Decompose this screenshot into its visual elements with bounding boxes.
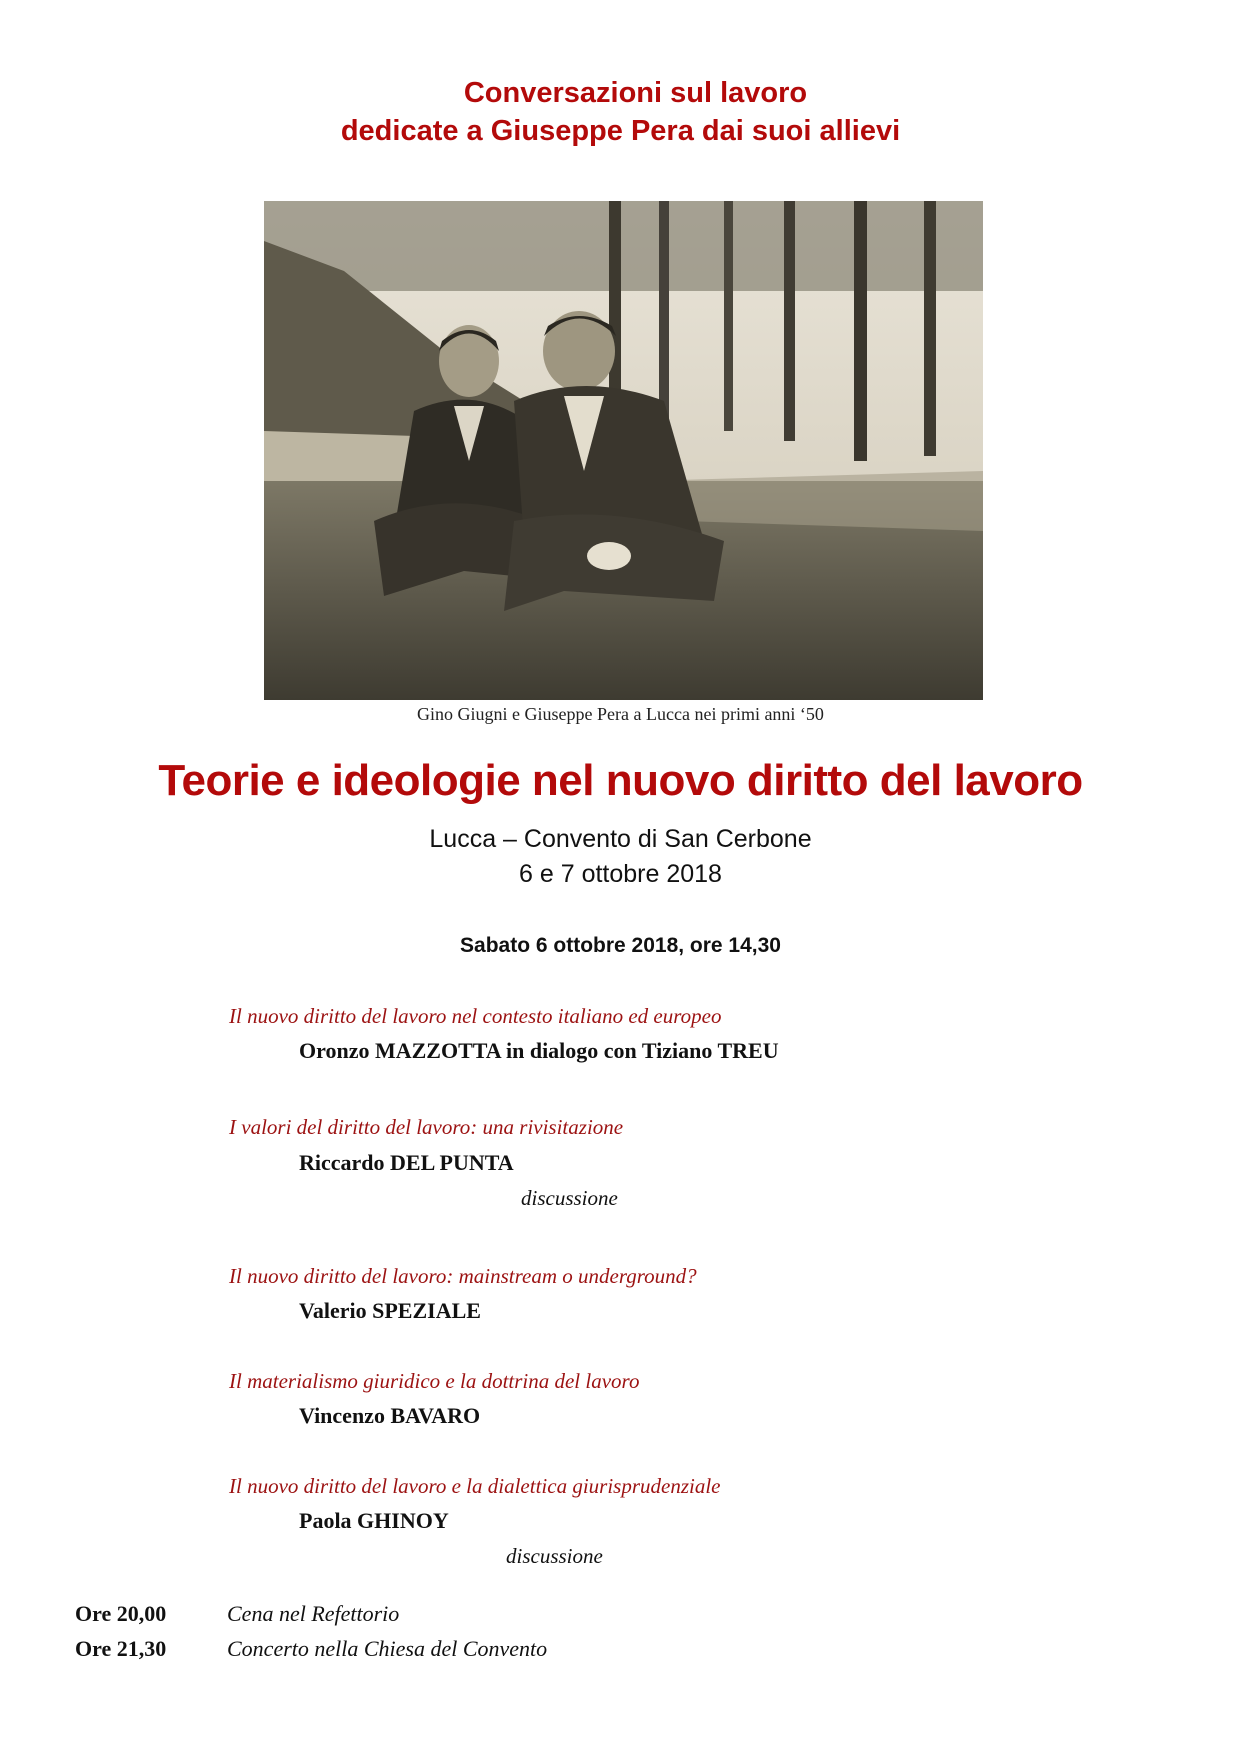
evening-activity: Cena nel Refettorio [227, 1601, 400, 1626]
talk-title: I valori del diritto del lavoro: una rivisitazione [229, 1115, 624, 1139]
event-venue: Lucca – Convento di San Cerbone [429, 825, 812, 853]
talk-title: Il nuovo diritto del lavoro nel contesto italiano ed europeo [229, 1004, 722, 1028]
historic-photo [264, 201, 983, 700]
talk-speaker: Oronzo MAZZOTTA in dialogo con Tiziano TREU [299, 1038, 779, 1063]
discussion-label: discussione [506, 1544, 603, 1568]
session-heading: Sabato 6 ottobre 2018, ore 14,30 [460, 934, 781, 957]
event-venue-block [0, 822, 1241, 892]
evening-time: Ore 21,30 [75, 1636, 167, 1661]
evening-item [75, 1636, 547, 1662]
evening-time: Ore 20,00 [75, 1601, 167, 1626]
event-title: Teorie e ideologie nel nuovo diritto del lavoro [158, 756, 1083, 805]
evening-item [75, 1601, 399, 1627]
talk-title: Il nuovo diritto del lavoro: mainstream o underground? [229, 1264, 697, 1288]
talk-title: Il nuovo diritto del lavoro e la dialettica giurisprudenziale [229, 1474, 721, 1498]
photo-illustration [264, 201, 983, 700]
talk-title: Il materialismo giuridico e la dottrina del lavoro [229, 1369, 640, 1393]
event-dates: 6 e 7 ottobre 2018 [519, 860, 722, 888]
talk-speaker: Vincenzo BAVARO [299, 1403, 481, 1428]
header-line-2: dedicate a Giuseppe Pera dai suoi allievi [340, 115, 901, 147]
talk-speaker: Riccardo DEL PUNTA [299, 1150, 514, 1175]
talk-speaker: Paola GHINOY [299, 1508, 449, 1533]
talk-speaker: Valerio SPEZIALE [299, 1298, 481, 1323]
photo-caption: Gino Giugni e Giuseppe Pera a Lucca nei primi anni ‘50 [417, 704, 824, 724]
discussion-label: discussione [521, 1186, 618, 1210]
evening-activity: Concerto nella Chiesa del Convento [227, 1636, 548, 1661]
header-line-1: Conversazioni sul lavoro [463, 77, 808, 109]
header [0, 74, 1241, 150]
